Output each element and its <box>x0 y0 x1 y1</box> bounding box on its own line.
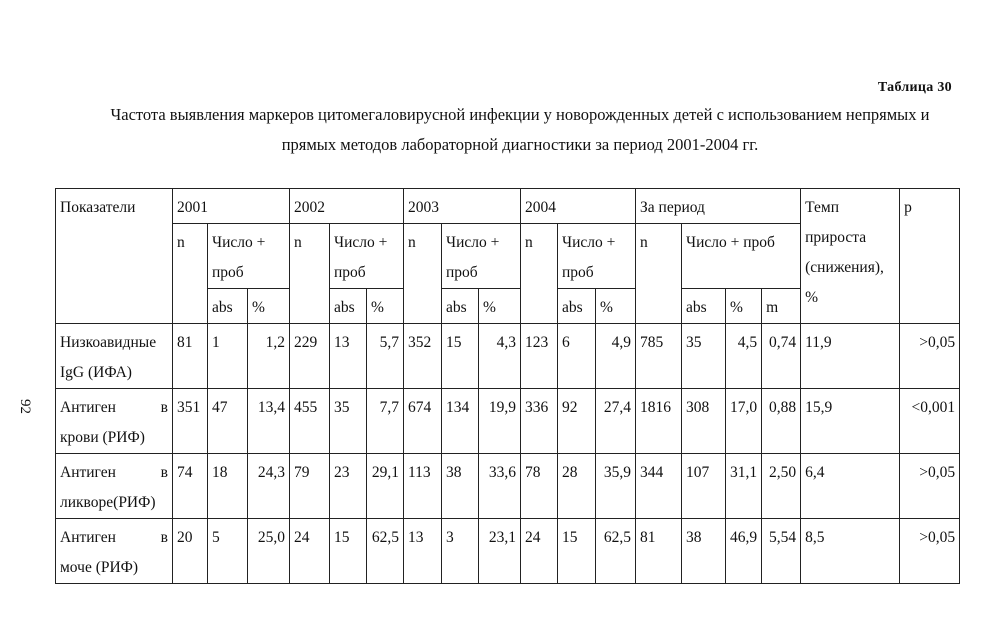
header-abs: abs <box>208 289 248 324</box>
header-count: Число + проб <box>330 224 404 289</box>
cell-m: 0,74 <box>762 324 801 389</box>
cell-n: 785 <box>636 324 682 389</box>
cell-n: 79 <box>290 454 330 519</box>
row-label: Антиген в ликворе(РИФ) <box>56 454 173 519</box>
header-pct: % <box>726 289 762 324</box>
cell-pct: 35,9 <box>596 454 636 519</box>
cell-rate: 8,5 <box>801 519 900 584</box>
cell-pct: 4,5 <box>726 324 762 389</box>
table-row <box>56 389 960 454</box>
header-rate: Темп прироста (снижения), % <box>801 189 900 324</box>
cell-pct: 62,5 <box>596 519 636 584</box>
cell-pct: 27,4 <box>596 389 636 454</box>
header-abs: abs <box>682 289 726 324</box>
cell-pct: 13,4 <box>248 389 290 454</box>
cell-abs: 38 <box>442 454 479 519</box>
cell-abs: 28 <box>558 454 596 519</box>
title-line-1: Частота выявления маркеров цитомегаловирусной инфекции у новорожденных детей с использованием непрямых и <box>110 105 930 124</box>
cell-abs: 134 <box>442 389 479 454</box>
cell-n: 336 <box>521 389 558 454</box>
cell-pct: 17,0 <box>726 389 762 454</box>
cell-p: >0,05 <box>900 454 960 519</box>
cell-abs: 18 <box>208 454 248 519</box>
header-abs: abs <box>442 289 479 324</box>
cell-abs: 5 <box>208 519 248 584</box>
cell-pct: 23,1 <box>479 519 521 584</box>
header-period: За период <box>636 189 801 224</box>
cell-n: 113 <box>404 454 442 519</box>
cell-pct: 31,1 <box>726 454 762 519</box>
header-2004: 2004 <box>521 189 636 224</box>
cell-pct: 25,0 <box>248 519 290 584</box>
cell-abs: 15 <box>330 519 367 584</box>
table-row <box>56 324 960 389</box>
cell-n: 24 <box>290 519 330 584</box>
header-count: Число + проб <box>442 224 521 289</box>
header-count: Число + проб <box>682 224 801 289</box>
cell-pct: 46,9 <box>726 519 762 584</box>
header-2003: 2003 <box>404 189 521 224</box>
header-n: n <box>290 224 330 324</box>
row-label: Низкоавидные IgG (ИФА) <box>56 324 173 389</box>
cell-abs: 6 <box>558 324 596 389</box>
header-pct: % <box>248 289 290 324</box>
cell-pct: 5,7 <box>367 324 404 389</box>
header-count: Число + проб <box>558 224 636 289</box>
cell-n: 81 <box>173 324 208 389</box>
cell-abs: 47 <box>208 389 248 454</box>
cell-abs: 3 <box>442 519 479 584</box>
header-m: m <box>762 289 801 324</box>
cell-abs: 23 <box>330 454 367 519</box>
header-abs: abs <box>558 289 596 324</box>
cell-rate: 11,9 <box>801 324 900 389</box>
page-number: 92 <box>17 399 33 414</box>
cell-p: >0,05 <box>900 324 960 389</box>
cell-pct: 29,1 <box>367 454 404 519</box>
cell-abs: 308 <box>682 389 726 454</box>
header-2002: 2002 <box>290 189 404 224</box>
cell-n: 352 <box>404 324 442 389</box>
cell-n: 123 <box>521 324 558 389</box>
data-table <box>55 188 960 584</box>
cell-pct: 19,9 <box>479 389 521 454</box>
cell-n: 74 <box>173 454 208 519</box>
cell-m: 0,88 <box>762 389 801 454</box>
cell-n: 344 <box>636 454 682 519</box>
cell-abs: 15 <box>442 324 479 389</box>
table-row <box>56 454 960 519</box>
cell-n: 229 <box>290 324 330 389</box>
cell-abs: 13 <box>330 324 367 389</box>
cell-pct: 33,6 <box>479 454 521 519</box>
cell-n: 20 <box>173 519 208 584</box>
cell-pct: 62,5 <box>367 519 404 584</box>
cell-n: 674 <box>404 389 442 454</box>
cell-p: <0,001 <box>900 389 960 454</box>
cell-n: 24 <box>521 519 558 584</box>
row-label: Антиген в моче (РИФ) <box>56 519 173 584</box>
cell-pct: 24,3 <box>248 454 290 519</box>
header-n: n <box>521 224 558 324</box>
cell-m: 5,54 <box>762 519 801 584</box>
cell-n: 1816 <box>636 389 682 454</box>
header-p: p <box>900 189 960 324</box>
header-n: n <box>173 224 208 324</box>
header-pct: % <box>596 289 636 324</box>
header-n: n <box>404 224 442 324</box>
header-indicators: Показатели <box>56 189 173 324</box>
header-pct: % <box>479 289 521 324</box>
cell-n: 78 <box>521 454 558 519</box>
cell-n: 13 <box>404 519 442 584</box>
cell-pct: 4,9 <box>596 324 636 389</box>
header-2001: 2001 <box>173 189 290 224</box>
table-title <box>60 100 980 160</box>
table-number: Таблица 30 <box>877 80 952 95</box>
cell-rate: 15,9 <box>801 389 900 454</box>
cell-abs: 35 <box>330 389 367 454</box>
row-label: Антиген в крови (РИФ) <box>56 389 173 454</box>
cell-abs: 107 <box>682 454 726 519</box>
cell-abs: 38 <box>682 519 726 584</box>
cell-n: 351 <box>173 389 208 454</box>
table-row <box>56 519 960 584</box>
header-pct: % <box>367 289 404 324</box>
header-n: n <box>636 224 682 324</box>
cell-abs: 15 <box>558 519 596 584</box>
cell-abs: 92 <box>558 389 596 454</box>
cell-pct: 4,3 <box>479 324 521 389</box>
cell-p: >0,05 <box>900 519 960 584</box>
cell-m: 2,50 <box>762 454 801 519</box>
cell-pct: 7,7 <box>367 389 404 454</box>
cell-abs: 35 <box>682 324 726 389</box>
cell-rate: 6,4 <box>801 454 900 519</box>
cell-n: 455 <box>290 389 330 454</box>
header-abs: abs <box>330 289 367 324</box>
cell-pct: 1,2 <box>248 324 290 389</box>
header-count: Число + проб <box>208 224 290 289</box>
header-row-years <box>56 189 960 224</box>
cell-abs: 1 <box>208 324 248 389</box>
cell-n: 81 <box>636 519 682 584</box>
title-line-2: прямых методов лабораторной диагностики за период 2001-2004 гг. <box>281 135 759 154</box>
